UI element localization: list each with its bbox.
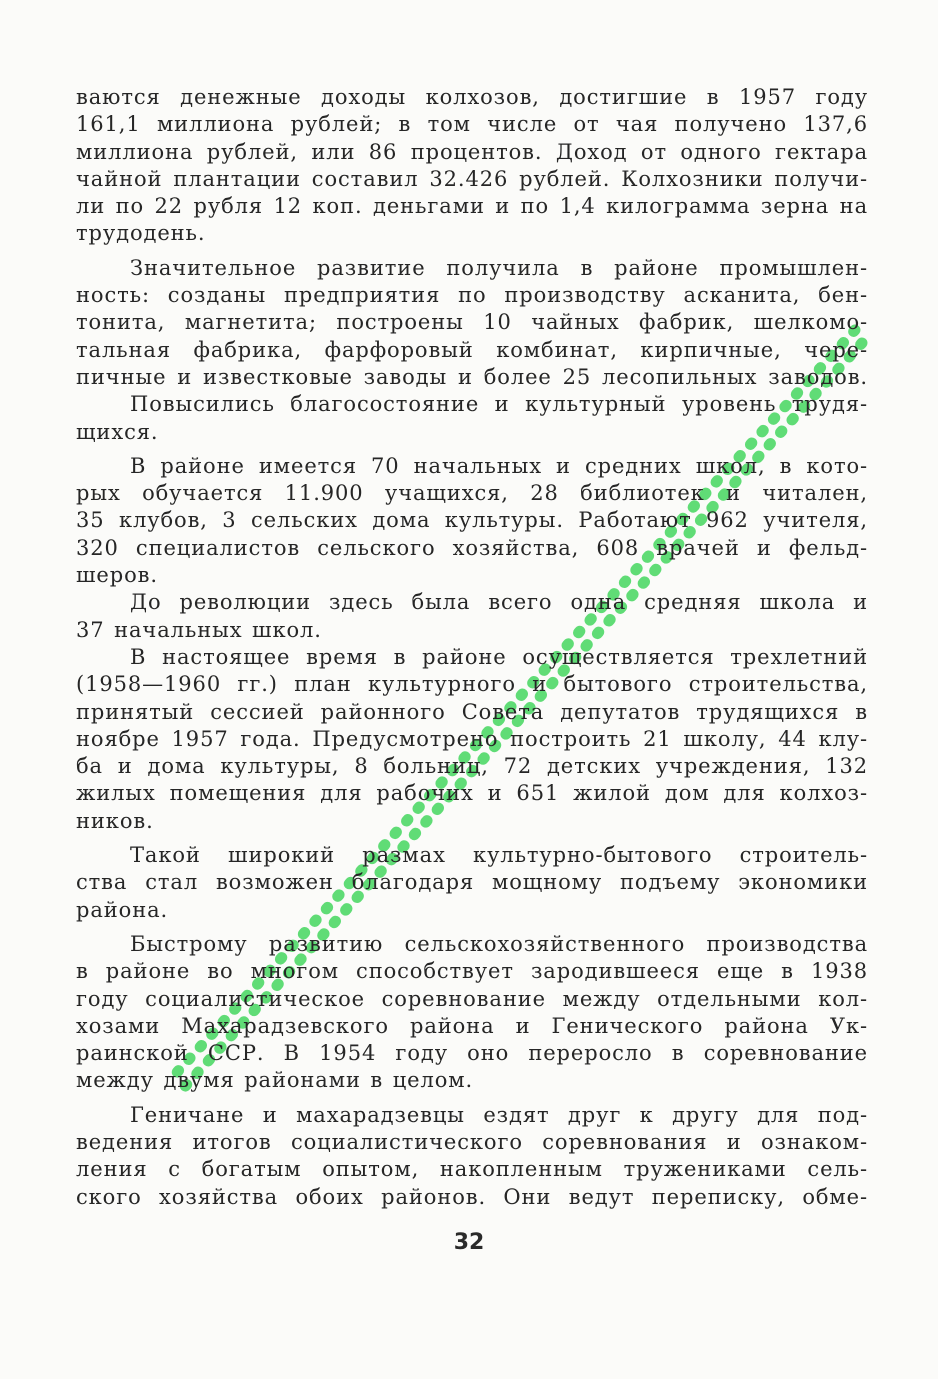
text-line: Такой широкий размах культурно-бытового строитель- <box>130 843 868 868</box>
text-line: тонита, магнетита; построены 10 чайных фабрик, шелкомо- <box>76 310 868 335</box>
body-text <box>76 84 868 1218</box>
text-line: Быстрому развитию сельскохозяйственного производства <box>130 931 868 956</box>
text-line: рых обучается 11.900 учащихся, 28 библиотек и читален, <box>76 481 868 506</box>
paragraph-exchange-visits <box>76 1102 868 1211</box>
text-line: В районе имеется 70 начальных и средних школ, в кото- <box>130 453 868 478</box>
text-line: Значительное развитие получила в районе промышлен- <box>130 255 868 280</box>
paragraph-industry <box>76 255 868 446</box>
text-line: ления с богатым опытом, накопленным тружениками сель- <box>76 1157 868 1182</box>
text-line: 161,1 миллиона рублей; в том числе от чая получено 137,6 <box>76 112 868 137</box>
text-line: ность: созданы предприятия по производству асканита, бен- <box>76 283 868 308</box>
text-line: принятый сессией районного Совета депутатов трудящихся в <box>76 699 868 724</box>
paragraph-construction-scale <box>76 842 868 924</box>
text-line: ведения итогов социалистического соревнования и ознаком- <box>76 1129 868 1154</box>
text-line: жилых помещения для рабочих и 651 жилой дом для колхоз- <box>76 781 868 806</box>
text-line: ников. <box>76 808 154 833</box>
paragraph-competition <box>76 931 868 1095</box>
text-line: 320 специалистов сельского хозяйства, 608 врачей и фельд- <box>76 535 868 560</box>
text-line: ства стал возможен благодаря мощному подъему экономики <box>76 870 868 895</box>
paragraph-education-culture <box>76 453 868 835</box>
text-line: чайной плантации составил 32.426 рублей. Колхозники получи- <box>76 166 868 191</box>
text-line: миллиона рублей, или 86 процентов. Доход от одного гектара <box>76 139 868 164</box>
text-line: между двумя районами в целом. <box>76 1068 474 1093</box>
text-line: Геничане и махарадзевцы ездят друг к другу для под- <box>130 1102 868 1127</box>
text-line: 37 начальных школ. <box>76 617 322 642</box>
text-line: ноябре 1957 года. Предусмотрено построить 21 школу, 44 клу- <box>76 726 868 751</box>
text-line: ба и дома культуры, 8 больниц, 72 детских учреждения, 132 <box>76 754 868 779</box>
text-line: Повысились благосостояние и культурный уровень трудя- <box>130 392 868 417</box>
text-line: щихся. <box>76 419 159 444</box>
text-line: До революции здесь была всего одна средняя школа и <box>130 590 868 615</box>
text-line: (1958—1960 гг.) план культурного и бытового строительства, <box>76 672 868 697</box>
text-line: раинской ССР. В 1954 году оно переросло в соревнование <box>76 1041 868 1066</box>
text-line: в районе во многом способствует зародившееся еще в 1938 <box>76 959 868 984</box>
text-line: ского хозяйства обоих районов. Они ведут переписку, обме- <box>76 1184 868 1209</box>
text-line: В настоящее время в районе осуществляется трехлетний <box>130 644 868 669</box>
text-line: тальная фабрика, фарфоровый комбинат, кирпичные, чере- <box>76 337 868 362</box>
text-line: ваются денежные доходы колхозов, достигшие в 1957 году <box>76 85 868 109</box>
text-line: трудодень. <box>76 221 206 246</box>
text-line: хозами Махарадзевского района и Генического района Ук- <box>76 1013 868 1038</box>
text-line: 35 клубов, 3 сельских дома культуры. Работают 962 учителя, <box>76 508 868 533</box>
text-line: ли по 22 рубля 12 коп. деньгами и по 1,4 килограмма зерна на <box>76 194 868 219</box>
text-line: пичные и известковые заводы и более 25 лесопильных заводов. <box>76 364 868 389</box>
paragraph-collective-farm-income <box>76 84 868 248</box>
page-number: 32 <box>453 1230 485 1255</box>
text-line: шеров. <box>76 563 158 588</box>
text-line: района. <box>76 897 169 922</box>
text-line: году социалистическое соревнование между отдельными кол- <box>76 986 868 1011</box>
